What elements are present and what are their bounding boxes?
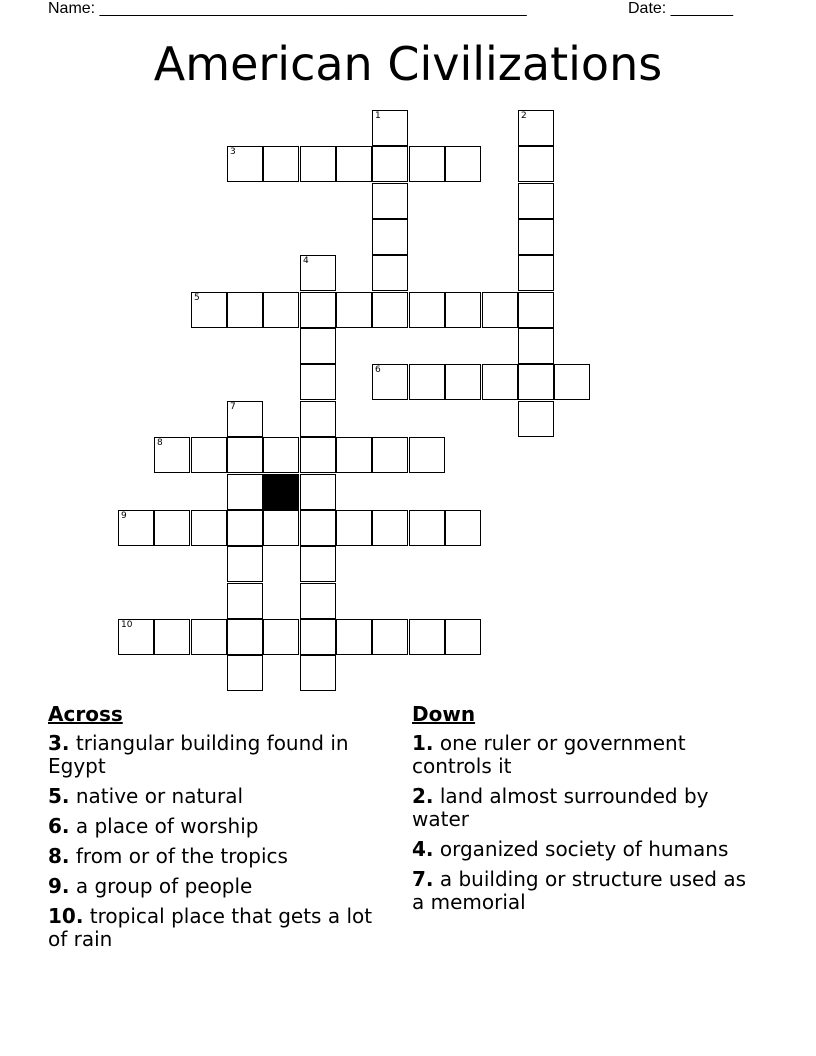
crossword-cell[interactable] (409, 619, 445, 655)
down-heading: Down (412, 702, 476, 726)
crossword-cell[interactable] (518, 401, 554, 437)
crossword-cell[interactable] (336, 437, 372, 473)
across-clue: 10. tropical place that gets a lot of rain (48, 904, 373, 951)
crossword-cell[interactable] (300, 583, 336, 619)
crossword-cell[interactable] (409, 510, 445, 546)
crossword-cell[interactable] (263, 146, 299, 182)
crossword-cell[interactable] (154, 510, 190, 546)
crossword-cell[interactable] (518, 292, 554, 328)
crossword-cell[interactable] (518, 183, 554, 219)
crossword-cell[interactable] (227, 655, 263, 691)
crossword-cell[interactable] (227, 474, 263, 510)
crossword-cell[interactable] (445, 510, 481, 546)
across-clue: 5. native or natural (48, 784, 244, 808)
crossword-cell[interactable] (227, 546, 263, 582)
crossword-cell[interactable] (336, 619, 372, 655)
crossword-cell[interactable] (300, 655, 336, 691)
name-field-label: Name: ________________________________________________ (48, 0, 527, 17)
crossword-cell[interactable] (118, 619, 154, 655)
crossword-cell[interactable] (336, 510, 372, 546)
crossword-cell[interactable] (336, 146, 372, 182)
across-clue: 9. a group of people (48, 874, 253, 898)
crossword-cell[interactable] (191, 619, 227, 655)
crossword-cell[interactable] (300, 619, 336, 655)
down-clue: 2. land almost surrounded by water (412, 784, 709, 831)
crossword-cell[interactable] (300, 255, 336, 291)
crossword-cell[interactable] (227, 437, 263, 473)
crossword-cell[interactable] (300, 510, 336, 546)
crossword-cell[interactable] (372, 110, 408, 146)
crossword-cell[interactable] (191, 510, 227, 546)
crossword-cell[interactable] (118, 510, 154, 546)
crossword-cell[interactable] (482, 364, 518, 400)
crossword-cell[interactable] (300, 546, 336, 582)
crossword-cell[interactable] (263, 292, 299, 328)
across-clues (48, 702, 388, 958)
clue-number: 3 (230, 147, 236, 157)
clue-number: 2 (521, 111, 527, 121)
crossword-cell[interactable] (263, 510, 299, 546)
date-field-label: Date: _______ (628, 0, 733, 17)
crossword-cell[interactable] (409, 364, 445, 400)
down-clue: 1. one ruler or government controls it (412, 731, 686, 778)
crossword-cell[interactable] (372, 255, 408, 291)
crossword-cell[interactable] (445, 364, 481, 400)
crossword-cell[interactable] (300, 364, 336, 400)
crossword-cell[interactable] (300, 328, 336, 364)
crossword-cell[interactable] (154, 619, 190, 655)
crossword-cell[interactable] (263, 619, 299, 655)
crossword-cell[interactable] (445, 292, 481, 328)
crossword-cell[interactable] (227, 583, 263, 619)
crossword-cell[interactable] (372, 219, 408, 255)
across-clue: 6. a place of worship (48, 814, 259, 838)
crossword-cell[interactable] (372, 364, 408, 400)
down-clues (412, 702, 757, 921)
clue-number: 7 (230, 402, 236, 412)
across-clue: 3. triangular building found in Egypt (48, 731, 349, 778)
crossword-cell[interactable] (227, 146, 263, 182)
crossword-cell[interactable] (445, 619, 481, 655)
crossword-cell[interactable] (336, 292, 372, 328)
crossword-cell[interactable] (372, 183, 408, 219)
crossword-cell[interactable] (300, 401, 336, 437)
crossword-cell[interactable] (372, 619, 408, 655)
crossword-cell[interactable] (300, 437, 336, 473)
clue-number: 8 (157, 438, 163, 448)
crossword-cell[interactable] (372, 292, 408, 328)
crossword-cell[interactable] (518, 364, 554, 400)
crossword-cell[interactable] (227, 292, 263, 328)
crossword-cell[interactable] (191, 437, 227, 473)
crossword-cell[interactable] (300, 474, 336, 510)
crossword-cell[interactable] (300, 146, 336, 182)
crossword-cell[interactable] (445, 146, 481, 182)
crossword-cell[interactable] (518, 219, 554, 255)
clue-number: 4 (303, 256, 309, 266)
clue-number: 1 (375, 111, 381, 121)
crossword-cell[interactable] (409, 146, 445, 182)
crossword-cell[interactable] (554, 364, 590, 400)
crossword-cell[interactable] (518, 255, 554, 291)
crossword-cell[interactable] (409, 437, 445, 473)
crossword-cell[interactable] (227, 510, 263, 546)
crossword-cell[interactable] (227, 401, 263, 437)
crossword-cell[interactable] (518, 146, 554, 182)
black-cell (263, 474, 299, 510)
crossword-cell[interactable] (409, 292, 445, 328)
crossword-cell[interactable] (518, 328, 554, 364)
crossword-cell[interactable] (482, 292, 518, 328)
crossword-cell[interactable] (263, 437, 299, 473)
crossword-cell[interactable] (300, 292, 336, 328)
clue-number: 10 (121, 620, 133, 630)
crossword-cell[interactable] (372, 437, 408, 473)
clue-number: 6 (375, 365, 381, 375)
crossword-cell[interactable] (372, 146, 408, 182)
crossword-cell[interactable] (518, 110, 554, 146)
crossword-cell[interactable] (191, 292, 227, 328)
crossword-cell[interactable] (154, 437, 190, 473)
clue-number: 9 (121, 511, 127, 521)
down-clue: 4. organized society of humans (412, 837, 729, 861)
page-title: American Civilizations (153, 37, 663, 91)
clue-number: 5 (194, 293, 200, 303)
across-heading: Across (48, 702, 123, 726)
across-clue: 8. from or of the tropics (48, 844, 288, 868)
crossword-cell[interactable] (227, 619, 263, 655)
crossword-cell[interactable] (372, 510, 408, 546)
down-clue: 7. a building or structure used as a memorial (412, 867, 747, 914)
